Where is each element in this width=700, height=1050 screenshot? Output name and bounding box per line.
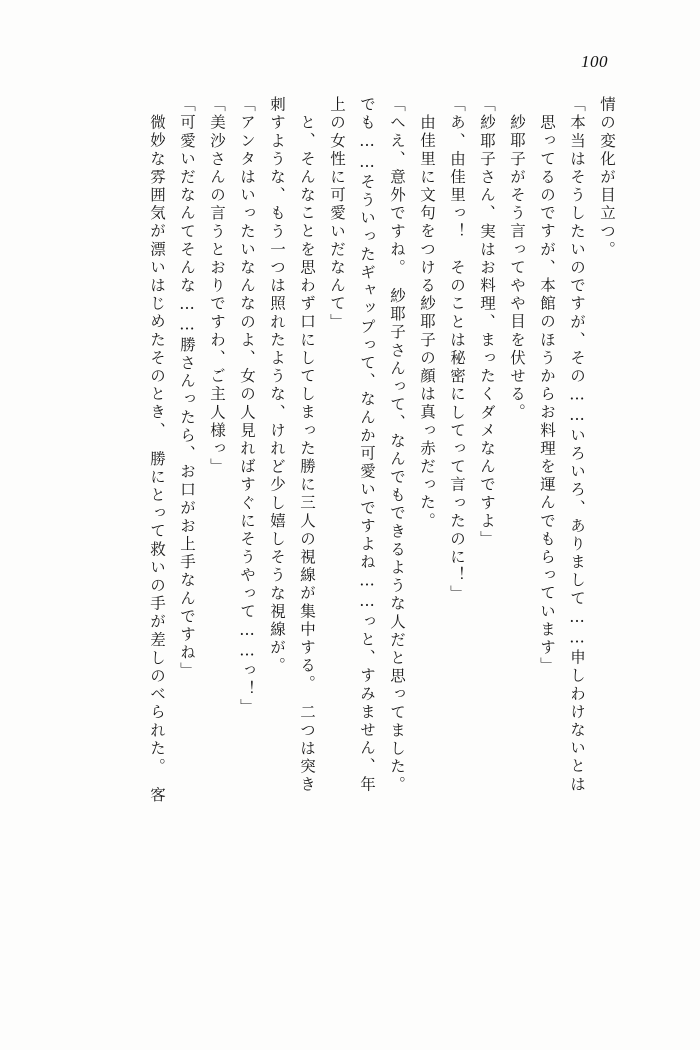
text-line: でも……そういったギャップって、なんか可愛いですよね……っと、すみません、年 xyxy=(358,96,376,794)
text-line: 「アンタはいったいなんなのよ、女の人見ればすぐにそうやって……っ！」 xyxy=(238,96,256,717)
text-line: と、そんなことを思わず口にしてしまった勝に三人の視線が集中する。 二つは突き xyxy=(298,114,316,795)
vertical-text-body xyxy=(52,96,614,1010)
text-line: 「あ、由佳里っ！ そのことは秘密にしてって言ったのに！」 xyxy=(448,96,466,603)
text-line: 紗耶子がそう言ってやや目を伏せる。 xyxy=(508,114,526,422)
text-line: 由佳里に文句をつける紗耶子の顔は真っ赤だった。 xyxy=(418,114,436,531)
text-line: 「美沙さんの言うとおりですわ、ご主人様っ」 xyxy=(208,96,226,477)
text-line: 情の変化が目立つ。 xyxy=(598,96,616,259)
text-line: 思ってるのですが、本館のほうからお料理を運んでもらっています」 xyxy=(538,114,556,676)
text-line: 微妙な雰囲気が漂いはじめたそのとき、 勝にとって救いの手が差しのべられた。 客 xyxy=(148,114,166,805)
text-line: 「可愛いだなんてそんな……勝さんったら、お口がお上手なんですね」 xyxy=(178,96,196,681)
text-line: 刺すような、もう一つは照れたような、けれど少し嬉しそうな視線が。 xyxy=(268,96,286,676)
text-line: 上の女性に可愛いだなんて」 xyxy=(328,96,346,332)
text-line: 「へえ、意外ですね。 紗耶子さんって、なんでもできるような人だと思ってました。 xyxy=(388,96,406,795)
page-number: 100 xyxy=(581,52,608,71)
text-line: 「本当はそうしたいのですが、その……いろいろ、ありまして……申しわけないとは xyxy=(568,96,586,794)
text-line: 「紗耶子さん、実はお料理、まったくダメなんですよ」 xyxy=(478,96,496,549)
